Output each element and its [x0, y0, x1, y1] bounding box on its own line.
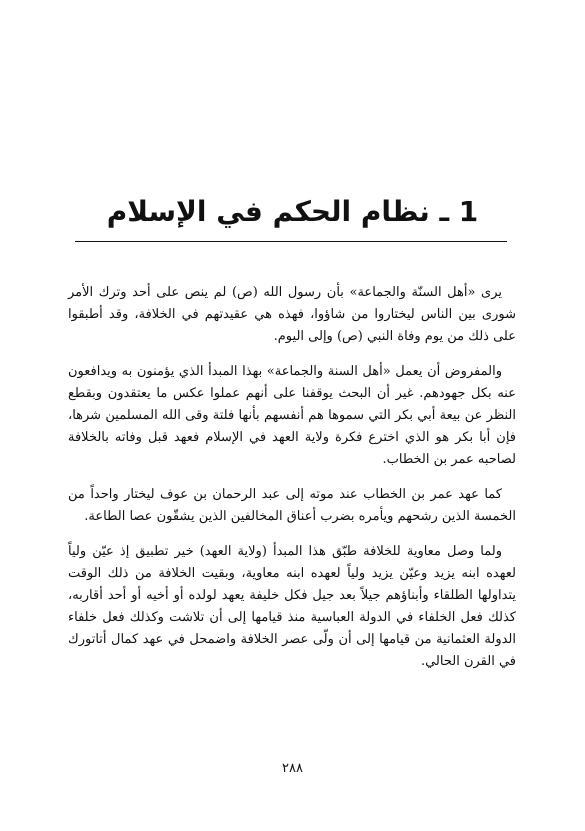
paragraph-2: والمفروض أن يعمل «أهل السنة والجماعة» بهذا المبدأ الذي يؤمنون به ويدافعون عنه بكل جهودهم. غير أن البحث يوقفنا على أنهم عملوا عكس ما يعتقدون وبقطع النظر عن بيعة أبي بكر التي سموها هم أنفسهم بأنها فلتة وقى الله المسلمين شرها، فإن أبا بكر هو الذي اخترع فكرة ولاية العهد في الإسلام فعهد قبل وفاته بالخلافة لصاحبه عمر بن الخطاب. — [68, 364, 516, 467]
paragraph-4: ولما وصل معاوية للخلافة طبّق هذا المبدأ (ولاية العهد) خير تطبيق إذ عيّن ولياً لعهده ابنه يزيد وعيّن يزيد ولياً لعهده ابنه معاوية، وبقيت الخلافة من ذلك الوقت يتداولها الطلقاء وأبناؤهم جيلاً بعد جيل فكل خليفة يعهد لولده أو أخيه أو أحد أقاربه، كذلك فعل الخلفاء في الدولة العباسية منذ قيامها إلى أن تلاشت وكذلك فعل خلفاء الدولة العثمانية من قيامها إلى أن ولّى عصر الخلافة واضمحل في عهد كمال أتاتورك في القرن الحالي. — [68, 544, 516, 669]
page-number: ٢٨٨ — [282, 761, 303, 776]
paragraph-3: كما عهد عمر بن الخطاب عند موته إلى عبد الرحمان بن عوف ليختار واحداً من الخمسة الذين رشحهم ويأمره بضرب أعناق المخالفين الذين يشقّون عصا الطاعة. — [68, 487, 516, 524]
paragraph-1: يرى «أهل السنّة والجماعة» بأن رسول الله (ص) لم ينص على أحد وترك الأمر شورى بين الناس ليختاروا من شاؤوا، فهذه هي عقيدتهم في الخلافة، وقد أطبقوا على ذلك من يوم وفاة النبي (ص) وإلى اليوم. — [68, 285, 516, 344]
chapter-title: 1 ـ نظام الحكم في الإسلام — [106, 195, 479, 228]
body-text — [68, 282, 516, 686]
title-underline-rule — [75, 241, 507, 242]
